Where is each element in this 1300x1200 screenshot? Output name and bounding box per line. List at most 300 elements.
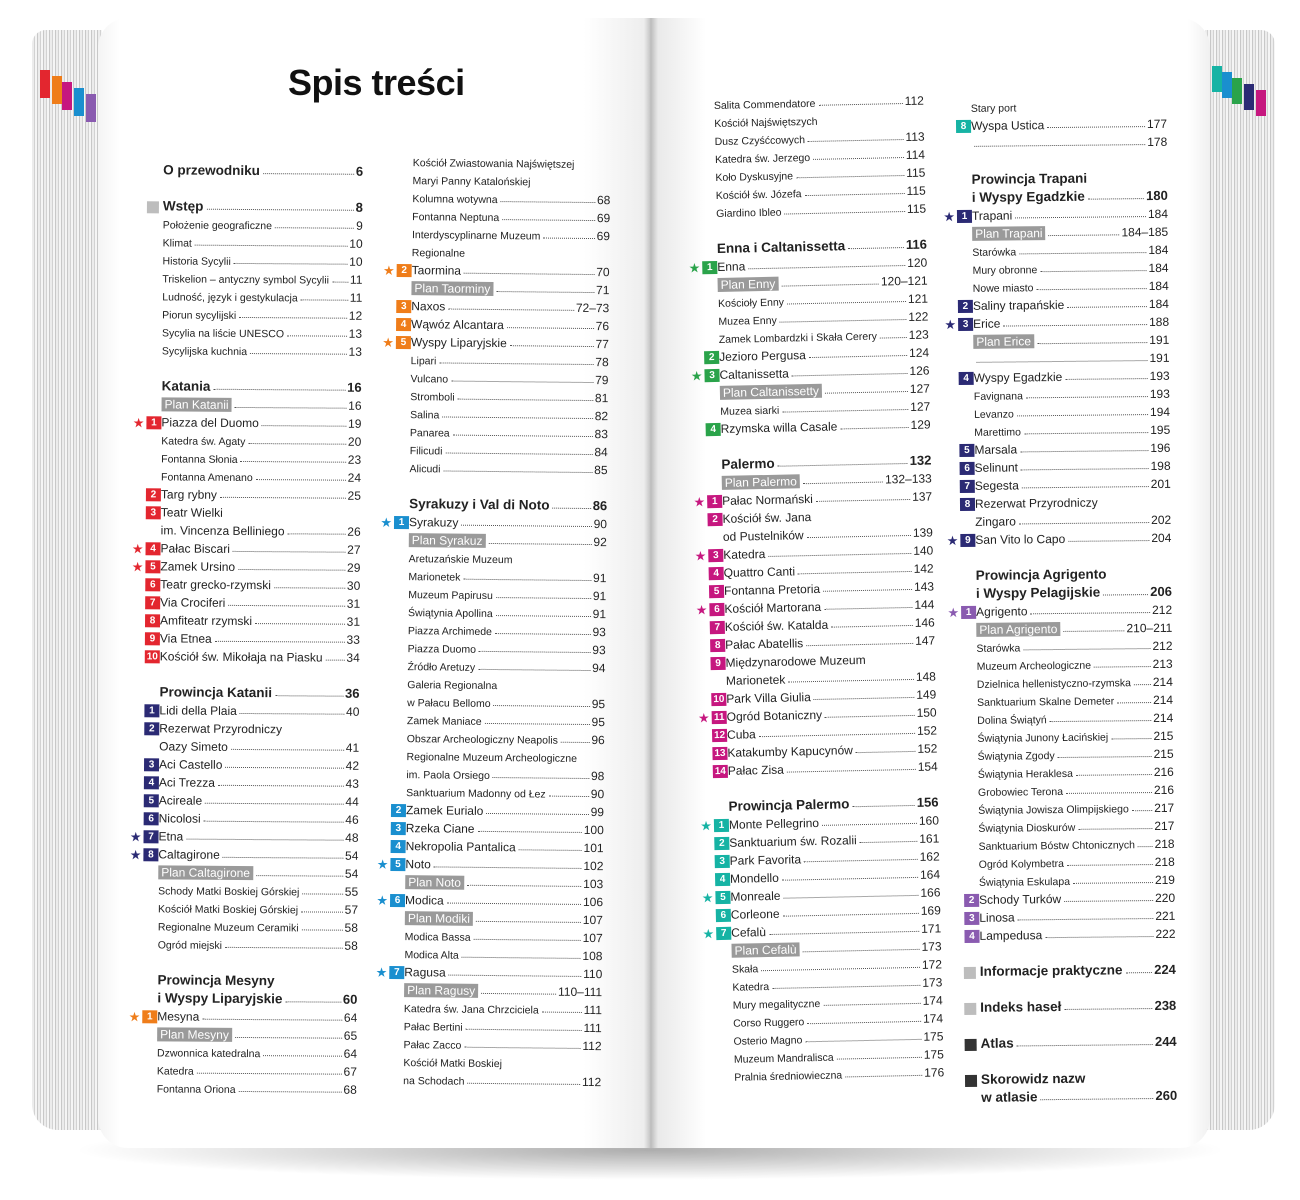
toc-leader-dots	[495, 633, 591, 635]
toc-leader-dots	[235, 1037, 342, 1039]
toc-entry-row[interactable]	[943, 329, 1169, 349]
toc-leader-dots	[301, 911, 343, 912]
toc-marker	[695, 639, 725, 653]
toc-entry-row[interactable]	[127, 1059, 357, 1079]
toc-entry-row[interactable]	[129, 699, 359, 719]
toc-leader-dots	[228, 605, 345, 607]
toc-entry-row[interactable]	[945, 473, 1171, 493]
toc-entry-row[interactable]	[127, 1005, 357, 1025]
toc-page-number: 217	[1154, 800, 1175, 816]
toc-page-number: 212	[1152, 602, 1173, 618]
toc-entry-row[interactable]	[375, 853, 603, 873]
toc-entry-row[interactable]	[131, 429, 361, 449]
toc-leader-dots	[769, 931, 919, 935]
toc-entry-title: Muzeum Archeologiczne	[976, 659, 1092, 673]
toc-entry-title: Mury obronne	[972, 264, 1038, 277]
toc-leader-dots	[787, 301, 906, 304]
toc-entry-title: Syrakuzy i Val di Noto	[409, 496, 550, 513]
toc-entry-row[interactable]	[133, 213, 363, 233]
toc-entry-row[interactable]	[376, 817, 604, 837]
toc-entry-row[interactable]	[374, 997, 602, 1017]
toc-entry-title: Interdyscyplinarne Muzeum	[411, 229, 541, 243]
toc-entry-row[interactable]	[376, 799, 604, 819]
toc-entry-row[interactable]	[946, 635, 1172, 655]
toc-page-number: 219	[1154, 872, 1176, 888]
toc-section-row[interactable]	[950, 995, 1176, 1015]
toc-entry-row[interactable]	[374, 1015, 602, 1035]
toc-marker	[129, 758, 159, 771]
toc-entry-row[interactable]	[377, 709, 605, 729]
toc-entry-row[interactable]	[376, 835, 604, 855]
toc-entry-row[interactable]	[381, 295, 609, 315]
toc-leader-dots	[447, 903, 581, 905]
toc-page-number: 20	[347, 434, 362, 449]
toc-entry-row[interactable]	[382, 205, 610, 225]
toc-leader-dots	[467, 1083, 580, 1085]
toc-entry-row[interactable]	[130, 609, 360, 629]
toc-page-number: 79	[595, 373, 609, 388]
toc-entry-row[interactable]	[128, 825, 358, 845]
toc-entry-row[interactable]	[382, 223, 610, 243]
toc-entry-title: Mury megalityczne	[732, 997, 821, 1012]
toc-entry-title: Mondello	[729, 870, 779, 886]
toc-entry-row[interactable]	[128, 843, 358, 863]
page-edge-color-mark	[1244, 84, 1254, 110]
toc-entry-row[interactable]	[127, 1041, 357, 1061]
toc-section-row[interactable]	[951, 1031, 1177, 1051]
toc-page-number: 93	[592, 625, 606, 640]
page-edge-color-mark	[40, 70, 50, 98]
toc-entry-row[interactable]	[945, 509, 1171, 529]
toc-entry-title: Fontanna Neptuna	[412, 211, 500, 225]
toc-gap	[941, 149, 1167, 169]
star-icon: ★	[382, 262, 395, 278]
toc-section-row[interactable]	[951, 1085, 1177, 1105]
toc-entry-row[interactable]	[944, 455, 1170, 475]
toc-leader-dots	[239, 317, 347, 319]
toc-entry-row[interactable]	[381, 349, 609, 369]
number-badge: 4	[144, 776, 159, 789]
number-badge: 5	[144, 794, 159, 807]
toc-leader-dots	[220, 497, 346, 499]
toc-entry-row[interactable]	[128, 879, 358, 899]
toc-entry-row[interactable]	[127, 1077, 357, 1097]
toc-section-row[interactable]	[950, 959, 1176, 979]
toc-entry-row[interactable]	[942, 239, 1168, 259]
toc-page-number: 152	[917, 741, 938, 756]
toc-entry-row[interactable]	[944, 365, 1170, 385]
toc-entry-row[interactable]	[131, 537, 361, 557]
toc-section-row[interactable]	[133, 159, 363, 179]
toc-entry-title: Enna	[717, 259, 746, 274]
toc-section-row[interactable]	[951, 1067, 1177, 1087]
toc-section-row[interactable]	[127, 987, 357, 1007]
toc-entry-row[interactable]	[130, 591, 360, 611]
toc-entry-title: Plan Mesyny	[157, 1027, 232, 1042]
toc-entry-row[interactable]	[949, 905, 1175, 925]
toc-entry-row[interactable]	[133, 249, 363, 269]
toc-entry-row[interactable]	[131, 501, 361, 521]
toc-entry-row[interactable]	[948, 797, 1174, 817]
toc-marker	[700, 855, 730, 869]
toc-entry-row[interactable]	[375, 925, 603, 945]
star-icon: ★	[129, 829, 142, 845]
toc-entry-row[interactable]	[131, 483, 361, 503]
toc-entry-title: Marsala	[974, 442, 1018, 457]
toc-entry-title: Modica Bassa	[404, 931, 471, 944]
toc-entry-row[interactable]	[380, 385, 608, 405]
toc-leader-dots	[1040, 270, 1146, 272]
toc-entry-row[interactable]	[943, 275, 1169, 295]
toc-section-row[interactable]	[379, 493, 607, 513]
toc-entry-row[interactable]	[129, 789, 359, 809]
toc-leader-dots	[1065, 378, 1147, 380]
toc-entry-row[interactable]	[378, 583, 606, 603]
toc-leader-dots	[759, 733, 915, 737]
toc-leader-dots	[825, 715, 915, 718]
number-badge: 7	[145, 596, 160, 609]
toc-entry-row[interactable]	[129, 717, 359, 737]
toc-page-number: 25	[347, 488, 361, 503]
toc-entry-title: Kościół Matki Boskiej	[403, 1057, 503, 1071]
toc-entry-row[interactable]	[132, 285, 362, 305]
toc-entry-row[interactable]	[944, 419, 1170, 439]
toc-entry-row[interactable]	[946, 599, 1172, 619]
toc-entry-row[interactable]	[948, 779, 1174, 799]
toc-entry-title: Monte Pellegrino	[728, 815, 820, 832]
toc-entry-row[interactable]	[949, 887, 1175, 907]
toc-entry-row[interactable]	[948, 833, 1174, 853]
toc-entry-row[interactable]	[379, 529, 607, 549]
toc-entry-title: Prowincja Agrigento	[975, 566, 1107, 583]
toc-entry-row[interactable]	[941, 95, 1167, 115]
toc-entry-row[interactable]	[380, 421, 608, 441]
toc-entry-row[interactable]	[127, 1023, 357, 1043]
toc-entry-row[interactable]	[947, 725, 1173, 745]
toc-page-number: 90	[590, 787, 605, 802]
number-badge: 3	[704, 369, 719, 382]
toc-leader-dots	[240, 713, 344, 715]
page-edge-color-mark	[1256, 90, 1266, 116]
toc-page-number: 36	[345, 685, 360, 701]
toc-page-number: 161	[919, 831, 940, 846]
toc-marker	[691, 423, 721, 437]
toc-marker	[945, 480, 975, 493]
toc-entry-row[interactable]	[373, 1069, 601, 1089]
toc-page-number: 220	[1155, 890, 1176, 906]
toc-entry-title: Informacje praktyczne	[979, 962, 1123, 979]
toc-entry-row[interactable]	[130, 645, 360, 665]
toc-section-row[interactable]	[130, 681, 360, 701]
toc-leader-dots	[772, 985, 920, 989]
toc-entry-row[interactable]	[379, 547, 607, 567]
toc-entry-row[interactable]	[128, 897, 358, 917]
toc-leader-dots	[332, 282, 348, 283]
toc-entry-row[interactable]	[378, 565, 606, 585]
toc-leader-dots	[783, 913, 919, 917]
toc-marker	[128, 830, 158, 843]
toc-entry-row[interactable]	[378, 601, 606, 621]
toc-page-number: 41	[345, 740, 360, 755]
toc-section-row[interactable]	[127, 969, 357, 989]
toc-entry-title: Mesyna	[157, 1009, 200, 1024]
toc-entry-row[interactable]	[377, 673, 605, 693]
toc-entry-title: Wyspy Egadzkie	[973, 369, 1063, 385]
toc-leader-dots	[1017, 1044, 1153, 1046]
toc-entry-title: Zamek Ursino	[160, 559, 236, 574]
toc-leader-dots	[806, 643, 913, 646]
toc-entry-row[interactable]	[132, 339, 362, 359]
toc-leader-dots	[197, 1073, 342, 1075]
toc-entry-row[interactable]	[132, 267, 362, 287]
toc-entry-title: Katedra św. Jana Chrzciciela	[403, 1003, 539, 1017]
toc-entry-row[interactable]	[130, 573, 360, 593]
toc-marker	[700, 891, 730, 905]
toc-leader-dots	[792, 373, 908, 376]
toc-page-number: 57	[344, 902, 359, 917]
toc-entry-row[interactable]	[376, 763, 604, 783]
toc-entry-row[interactable]	[947, 707, 1173, 727]
toc-entry-row[interactable]	[133, 231, 363, 251]
toc-entry-row[interactable]	[943, 293, 1169, 313]
toc-entry-title: Świątynia Jowisza Olimpijskiego	[978, 803, 1129, 817]
toc-entry-title: Kościoły Enny	[717, 296, 785, 310]
toc-entry-row[interactable]	[132, 321, 362, 341]
toc-gap	[945, 545, 1171, 565]
toc-entry-row[interactable]	[380, 367, 608, 387]
toc-entry-row[interactable]	[374, 979, 602, 999]
toc-entry-row[interactable]	[947, 689, 1173, 709]
toc-entry-row[interactable]	[132, 303, 362, 323]
toc-leader-dots	[442, 416, 592, 419]
toc-leader-dots	[464, 273, 594, 275]
toc-entry-row[interactable]	[949, 869, 1175, 889]
toc-entry-row[interactable]	[377, 655, 605, 675]
toc-entry-row[interactable]	[946, 617, 1172, 637]
toc-page-number: 16	[347, 379, 362, 395]
toc-leader-dots	[848, 247, 904, 249]
toc-marker	[700, 873, 730, 887]
toc-entry-row[interactable]	[943, 347, 1169, 367]
toc-entry-row[interactable]	[944, 437, 1170, 457]
toc-leader-dots	[443, 470, 592, 473]
toc-leader-dots	[825, 391, 908, 394]
toc-entry-row[interactable]	[129, 735, 359, 755]
toc-section-row[interactable]	[942, 185, 1168, 205]
toc-page-number: 26	[347, 524, 361, 539]
toc-marker	[130, 560, 160, 573]
toc-page-number: 103	[583, 876, 604, 892]
number-badge: 1	[394, 516, 409, 529]
toc-page-number: 166	[920, 885, 941, 900]
toc-marker	[694, 567, 724, 581]
number-badge: 2	[397, 264, 412, 277]
toc-entry-row[interactable]	[380, 439, 608, 459]
toc-entry-row[interactable]	[377, 727, 605, 747]
toc-entry-row[interactable]	[131, 465, 361, 485]
toc-entry-row[interactable]	[941, 131, 1167, 151]
toc-leader-dots	[458, 399, 593, 401]
toc-page-number: 9	[356, 218, 363, 233]
toc-page-number: 101	[583, 840, 604, 856]
toc-entry-row[interactable]	[373, 1051, 601, 1071]
toc-entry-row[interactable]	[376, 781, 604, 801]
toc-entry-row[interactable]	[131, 411, 361, 431]
star-icon: ★	[690, 368, 703, 384]
toc-page-number: 107	[582, 930, 603, 946]
toc-entry-row[interactable]	[377, 691, 605, 711]
toc-entry-row[interactable]	[132, 393, 362, 413]
toc-entry-row[interactable]	[382, 187, 610, 207]
toc-entry-row[interactable]	[378, 637, 606, 657]
toc-entry-row[interactable]	[948, 761, 1174, 781]
toc-entry-row[interactable]	[942, 257, 1168, 277]
toc-page-number: 70	[596, 265, 610, 280]
star-icon: ★	[376, 856, 389, 872]
toc-leader-dots	[1058, 756, 1152, 758]
number-badge: 12	[713, 729, 726, 742]
toc-page-number: 213	[1152, 656, 1173, 672]
number-badge: 1	[961, 606, 976, 619]
toc-entry-title: im. Paola Orsiego	[406, 769, 490, 782]
number-badge: 1	[707, 495, 722, 508]
toc-column-4	[941, 95, 1178, 1105]
toc-entry-row[interactable]	[945, 491, 1171, 511]
toc-entry-title: Via Crociferi	[160, 595, 226, 610]
toc-leader-dots	[781, 284, 879, 287]
left-page-edges	[32, 30, 102, 1130]
toc-leader-dots	[1045, 936, 1153, 938]
toc-entry-row[interactable]	[941, 113, 1167, 133]
toc-page-number: 44	[345, 794, 359, 809]
toc-leader-dots	[496, 615, 591, 617]
toc-entry-row[interactable]	[383, 169, 611, 189]
toc-entry-row[interactable]	[942, 203, 1168, 223]
toc-entry-row[interactable]	[945, 527, 1171, 547]
toc-entry-row[interactable]	[373, 1033, 601, 1053]
toc-entry-title: Palermo	[721, 455, 775, 472]
toc-entry-row[interactable]	[382, 241, 610, 261]
toc-entry-row[interactable]	[129, 807, 359, 827]
toc-entry-row[interactable]	[381, 331, 609, 351]
toc-leader-dots	[1138, 846, 1153, 847]
toc-entry-row[interactable]	[131, 519, 361, 539]
toc-entry-title: Aci Castello	[158, 757, 223, 772]
toc-entry-row[interactable]	[380, 457, 608, 477]
toc-entry-row[interactable]	[943, 311, 1169, 331]
toc-leader-dots	[761, 967, 920, 971]
toc-entry-row[interactable]	[944, 383, 1170, 403]
toc-page-number: 91	[592, 607, 607, 622]
toc-section-row[interactable]	[946, 581, 1172, 601]
toc-marker	[131, 506, 161, 519]
toc-entry-row[interactable]	[128, 861, 358, 881]
toc-entry-row[interactable]	[947, 653, 1173, 673]
toc-section-row[interactable]	[133, 195, 363, 215]
number-badge: 1	[144, 704, 159, 717]
page-edge-color-mark	[52, 76, 62, 104]
toc-marker	[130, 650, 160, 663]
toc-entry-row[interactable]	[942, 221, 1168, 241]
toc-page-number: 174	[922, 993, 943, 1008]
toc-entry-row[interactable]	[375, 907, 603, 927]
toc-leader-dots	[1019, 252, 1146, 254]
toc-entry-row[interactable]	[131, 447, 361, 467]
toc-entry-row[interactable]	[949, 851, 1175, 871]
toc-entry-row[interactable]	[382, 259, 610, 279]
toc-page-number: 193	[1149, 368, 1170, 384]
toc-entry-row[interactable]	[376, 745, 604, 765]
toc-entry-row[interactable]	[374, 943, 602, 963]
toc-marker	[945, 462, 975, 475]
toc-leader-dots	[195, 245, 347, 247]
toc-entry-title: Stromboli	[410, 391, 455, 404]
toc-entry-row[interactable]	[128, 933, 358, 953]
toc-entry-row[interactable]	[129, 771, 359, 791]
toc-entry-row[interactable]	[381, 277, 609, 297]
toc-entry-row[interactable]	[375, 871, 603, 891]
toc-page-number: 173	[921, 939, 942, 954]
toc-page-number: 191	[1149, 350, 1170, 366]
toc-entry-row[interactable]	[944, 401, 1170, 421]
toc-entry-title: Sanktuarium św. Rozalii	[729, 833, 857, 850]
section-square-icon	[147, 201, 159, 213]
toc-entry-row[interactable]	[381, 313, 609, 333]
toc-page-number: 92	[593, 535, 607, 550]
number-badge: 2	[964, 894, 979, 907]
toc-entry-title: Plan Caltagirone	[158, 865, 253, 880]
toc-leader-dots	[256, 479, 346, 481]
toc-marker	[375, 894, 405, 907]
toc-leader-dots	[494, 705, 590, 707]
toc-entry-row[interactable]	[128, 915, 358, 935]
toc-entry-row[interactable]	[379, 511, 607, 531]
toc-entry-title: Ludność, język i gestykulacja	[162, 291, 298, 305]
toc-leader-dots	[782, 877, 918, 881]
toc-page-number: 68	[596, 193, 611, 208]
toc-entry-row[interactable]	[129, 753, 359, 773]
toc-entry-title: Fontanna Amenano	[161, 471, 253, 485]
toc-entry-row[interactable]	[949, 923, 1175, 943]
toc-leader-dots	[439, 362, 593, 365]
number-badge: 3	[144, 758, 159, 771]
toc-entry-row[interactable]	[130, 555, 360, 575]
toc-marker	[698, 765, 728, 779]
toc-section-row[interactable]	[132, 375, 362, 395]
toc-section-row[interactable]	[946, 563, 1172, 583]
toc-leader-dots	[831, 625, 913, 628]
toc-entry-row[interactable]	[374, 961, 602, 981]
toc-page-number: 83	[594, 427, 609, 442]
toc-leader-dots	[823, 589, 912, 592]
toc-leader-dots	[256, 875, 343, 877]
toc-entry-row[interactable]	[948, 815, 1174, 835]
toc-marker	[950, 1003, 980, 1015]
toc-entry-row[interactable]	[378, 619, 606, 639]
toc-entry-row[interactable]	[948, 743, 1174, 763]
toc-entry-title: Teatr grecko-rzymski	[160, 577, 272, 593]
star-icon: ★	[375, 964, 388, 980]
toc-entry-row[interactable]	[130, 627, 360, 647]
toc-entry-row[interactable]	[375, 889, 603, 909]
number-badge: 7	[389, 966, 404, 979]
toc-entry-row[interactable]	[380, 403, 608, 423]
toc-leader-dots	[1003, 324, 1147, 327]
toc-page-number: 126	[909, 363, 930, 378]
toc-section-row[interactable]	[941, 167, 1167, 187]
toc-entry-row[interactable]	[947, 671, 1173, 691]
toc-entry-row[interactable]	[383, 151, 611, 171]
